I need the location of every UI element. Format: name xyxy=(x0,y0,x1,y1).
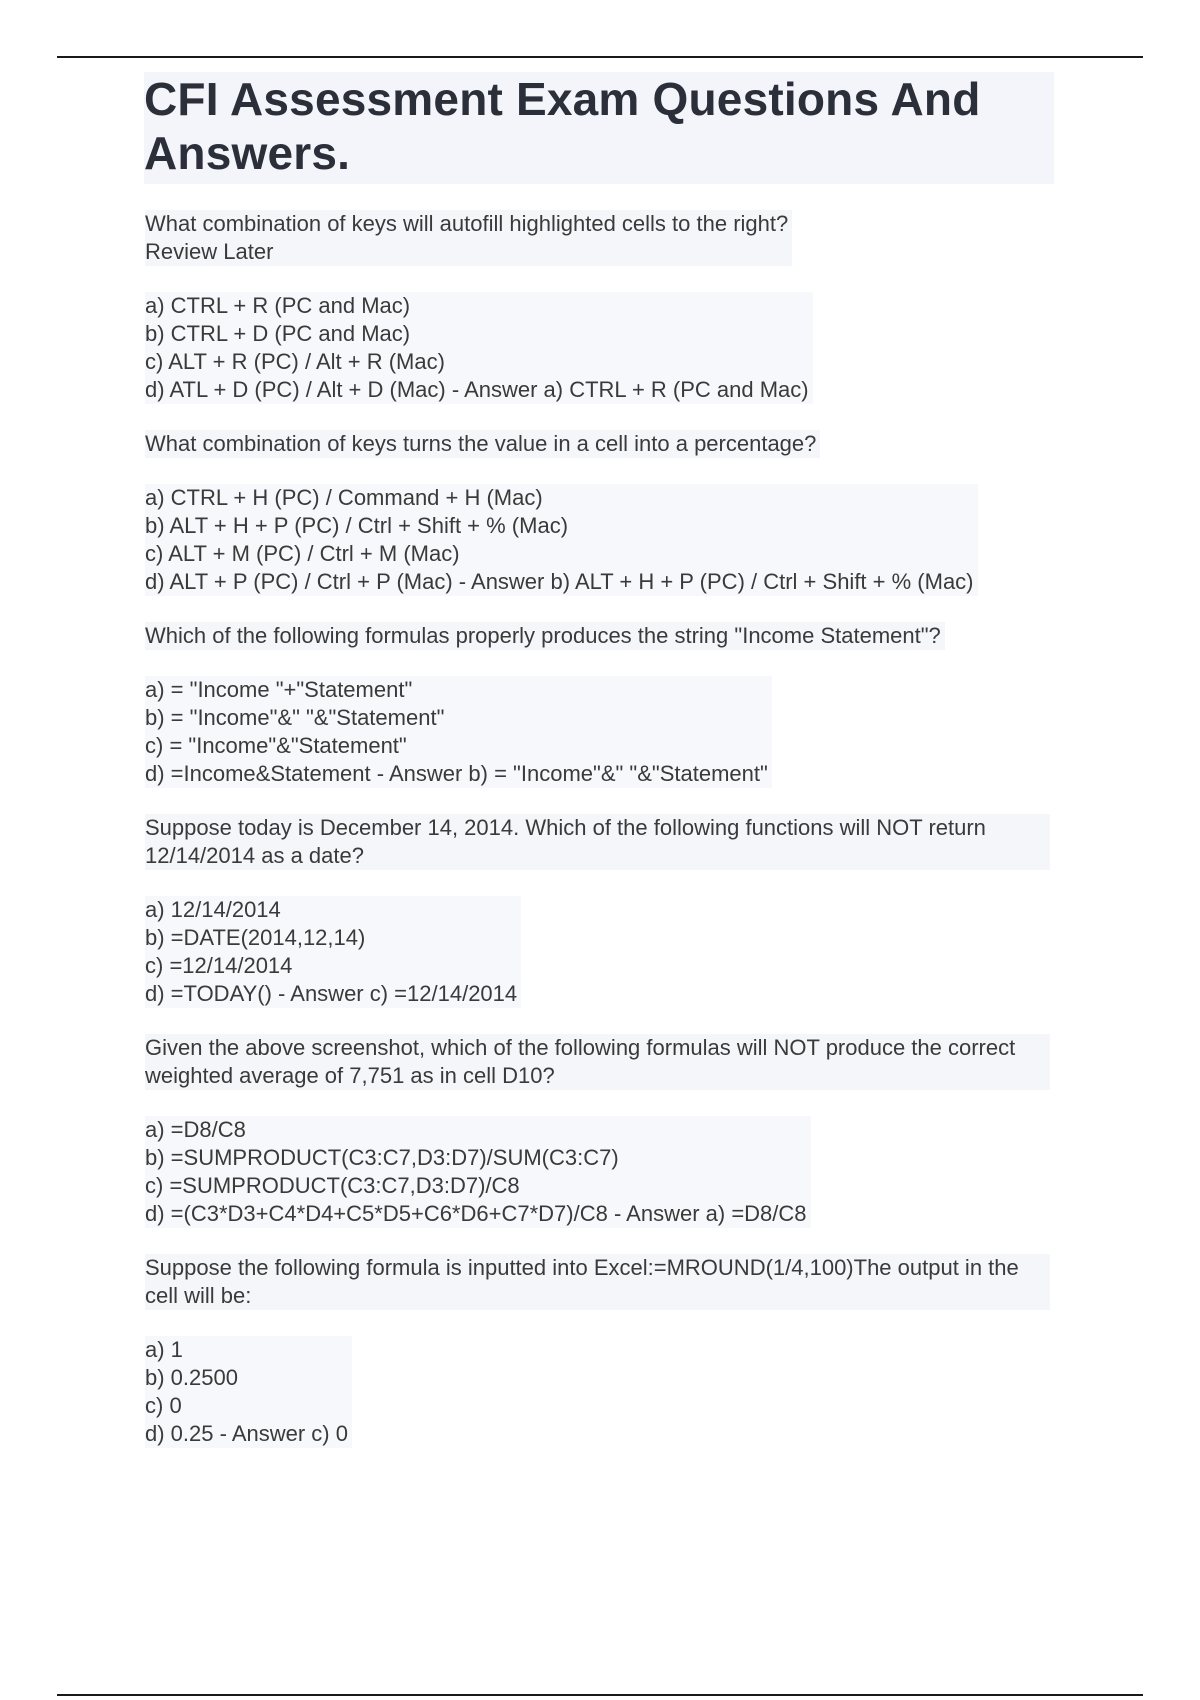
question-block xyxy=(145,430,1050,596)
question-block xyxy=(145,1034,1050,1228)
question-block xyxy=(145,1254,1050,1448)
options-list xyxy=(145,676,772,788)
option-c: c) ALT + M (PC) / Ctrl + M (Mac) xyxy=(145,541,460,566)
question-text: Suppose today is December 14, 2014. Which of the following functions will NOT return 12/14/2014 as a date? xyxy=(145,814,1050,870)
question-block xyxy=(145,210,1050,404)
question-text: Suppose the following formula is inputted into Excel:=MROUND(1/4,100)The output in the cell will be: xyxy=(145,1254,1050,1310)
option-b: b) 0.2500 xyxy=(145,1365,238,1390)
option-d-with-answer: d) =Income&Statement - Answer b) = "Income"&" "&"Statement" xyxy=(145,761,768,786)
option-c: c) =SUMPRODUCT(C3:C7,D3:D7)/C8 xyxy=(145,1173,520,1198)
question-text: Which of the following formulas properly produces the string "Income Statement"? xyxy=(145,622,945,650)
option-a: a) 1 xyxy=(145,1337,183,1362)
option-b: b) = "Income"&" "&"Statement" xyxy=(145,705,445,730)
option-d-with-answer: d) ALT + P (PC) / Ctrl + P (Mac) - Answer b) ALT + H + P (PC) / Ctrl + Shift + % (Mac) xyxy=(145,569,974,594)
options-list xyxy=(145,484,978,596)
question-text: Given the above screenshot, which of the following formulas will NOT produce the correct weighted average of 7,751 as in cell D10? xyxy=(145,1034,1050,1090)
option-b: b) =SUMPRODUCT(C3:C7,D3:D7)/SUM(C3:C7) xyxy=(145,1145,619,1170)
option-a: a) CTRL + R (PC and Mac) xyxy=(145,293,411,318)
option-d-with-answer: d) =(C3*D3+C4*D4+C5*D5+C6*D6+C7*D7)/C8 - Answer a) =D8/C8 xyxy=(145,1201,807,1226)
option-a: a) =D8/C8 xyxy=(145,1117,246,1142)
question-text: What combination of keys will autofill highlighted cells to the right? Review Later xyxy=(145,210,792,266)
bottom-rule xyxy=(57,1694,1143,1696)
option-c: c) = "Income"&"Statement" xyxy=(145,733,407,758)
option-c: c) 0 xyxy=(145,1393,182,1418)
option-d-with-answer: d) ATL + D (PC) / Alt + D (Mac) - Answer a) CTRL + R (PC and Mac) xyxy=(145,377,809,402)
option-a: a) CTRL + H (PC) / Command + H (Mac) xyxy=(145,485,543,510)
options-list xyxy=(145,1336,352,1448)
question-list xyxy=(145,210,1050,1474)
document-title: CFI Assessment Exam Questions And Answers. xyxy=(144,73,981,179)
top-rule xyxy=(57,56,1143,58)
option-c: c) ALT + R (PC) / Alt + R (Mac) xyxy=(145,349,445,374)
option-a: a) 12/14/2014 xyxy=(145,897,281,922)
option-d-with-answer: d) =TODAY() - Answer c) =12/14/2014 xyxy=(145,981,518,1006)
question-block xyxy=(145,814,1050,1008)
option-b: b) ALT + H + P (PC) / Ctrl + Shift + % (Mac) xyxy=(145,513,569,538)
option-b: b) =DATE(2014,12,14) xyxy=(145,925,366,950)
option-a: a) = "Income "+"Statement" xyxy=(145,677,413,702)
option-d-with-answer: d) 0.25 - Answer c) 0 xyxy=(145,1421,348,1446)
options-list xyxy=(145,1116,811,1228)
option-b: b) CTRL + D (PC and Mac) xyxy=(145,321,411,346)
question-text: What combination of keys turns the value in a cell into a percentage? xyxy=(145,430,820,458)
options-list xyxy=(145,292,813,404)
title-box xyxy=(144,72,1054,184)
option-c: c) =12/14/2014 xyxy=(145,953,293,978)
question-block xyxy=(145,622,1050,788)
options-list xyxy=(145,896,521,1008)
